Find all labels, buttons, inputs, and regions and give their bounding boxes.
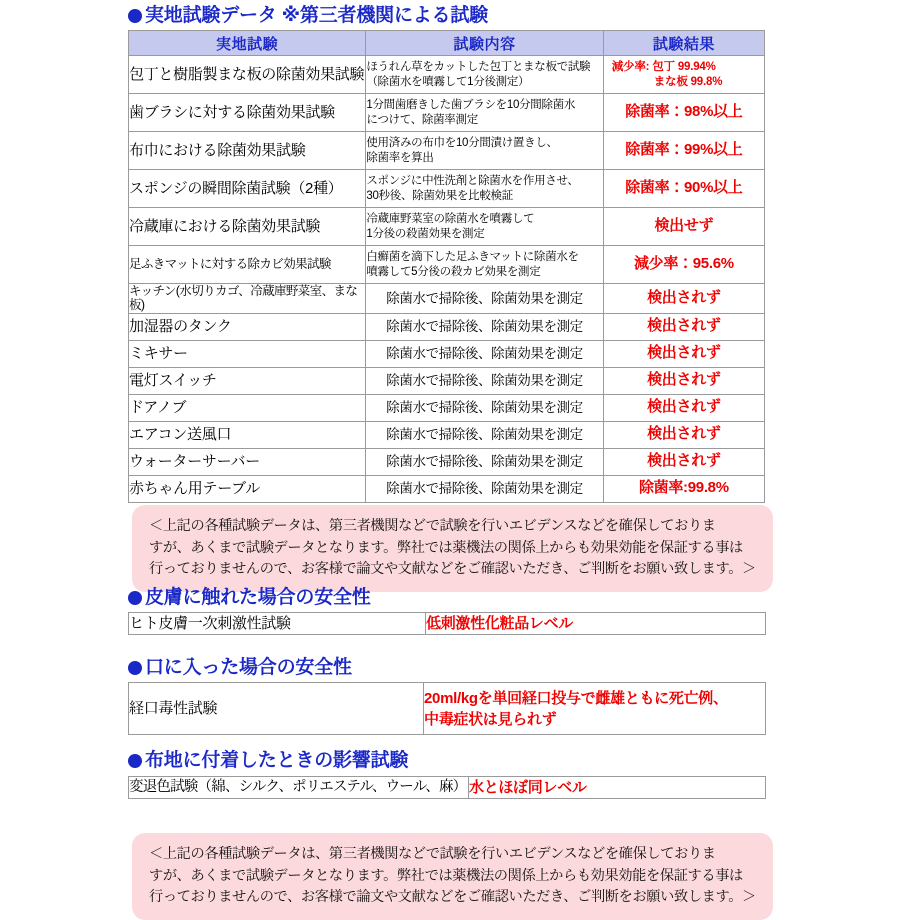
table-row: [129, 94, 765, 132]
cell-test-content-line2: 除菌率を算出: [366, 151, 434, 164]
table-row: [129, 246, 765, 284]
cell-test-content-line1: ほうれん草をカットした包丁とまな板で試験: [366, 60, 591, 73]
cell-skin-safety-value: 低刺激性化粧品レベル: [426, 613, 766, 635]
cell-test-name: ドアノブ: [129, 394, 366, 421]
cell-test-result: 減少率：95.6%: [603, 246, 764, 284]
bullet-dot-icon: [128, 9, 142, 23]
cell-test-content: 除菌水で掃除後、除菌効果を測定: [366, 313, 603, 340]
table-row: [129, 421, 765, 448]
cell-test-content-line2: （除菌水を噴霧して1分後測定）: [366, 75, 530, 88]
cell-test-name: 冷蔵庫における除菌効果試験: [129, 208, 366, 246]
cell-test-content-line2: 1分後の殺菌効果を測定: [366, 227, 485, 240]
disclaimer-line-3: 行っておりませんので、お客様で論文や文献などをご確認いただき、ご判断をお願い致します。＞: [149, 889, 756, 906]
cell-test-content-line2: につけて、除菌率測定: [366, 113, 478, 126]
table-row: [129, 132, 765, 170]
cell-skin-safety-label: ヒト皮膚一次刺激性試験: [129, 613, 426, 635]
cell-test-result: [603, 56, 764, 94]
disclaimer-line-1: ＜上記の各種試験データは、第三者機関などで試験を行いエビデンスなどを確保しておりま: [149, 518, 716, 534]
cell-test-content: 除菌水で掃除後、除菌効果を測定: [366, 448, 603, 475]
cell-test-result: 検出されず: [603, 340, 764, 367]
cell-test-content: [366, 208, 603, 246]
cell-test-result: 除菌率：99%以上: [603, 132, 764, 170]
section-heading-skin-safety: [128, 588, 371, 607]
bullet-dot-icon: [128, 754, 142, 768]
column-header-test-result: 試験結果: [603, 31, 764, 56]
table-header-row: [129, 31, 765, 56]
cell-test-content: [366, 94, 603, 132]
cell-test-content: 除菌水で掃除後、除菌効果を測定: [366, 340, 603, 367]
cell-oral-safety-value-line1: 20ml/kgを単回経口投与で雌雄ともに死亡例、: [424, 689, 728, 707]
section-heading-fabric-test: [128, 751, 408, 770]
cell-test-name: 布巾における除菌効果試験: [129, 132, 366, 170]
cell-test-result: 除菌率：98%以上: [603, 94, 764, 132]
cell-test-name: 包丁と樹脂製まな板の除菌効果試験: [129, 56, 366, 94]
table-row: [129, 208, 765, 246]
bullet-dot-icon: [128, 591, 142, 605]
cell-test-content-line2: 30秒後、除菌効果を比較検証: [366, 189, 513, 202]
oral-safety-table-wrap: [128, 682, 766, 735]
cell-test-name: スポンジの瞬間除菌試験（2種）: [129, 170, 366, 208]
disclaimer-line-1: ＜上記の各種試験データは、第三者機関などで試験を行いエビデンスなどを確保しておりま: [149, 846, 716, 862]
cell-test-content: 除菌水で掃除後、除菌効果を測定: [366, 475, 603, 502]
cell-test-name: 赤ちゃん用テーブル: [129, 475, 366, 502]
column-header-test-content: 試験内容: [366, 31, 603, 56]
cell-test-result: 検出されず: [603, 448, 764, 475]
fabric-test-table-wrap: [128, 776, 766, 799]
cell-test-content-line1: スポンジに中性洗剤と除菌水を作用させ、: [366, 174, 579, 187]
cell-test-content: [366, 170, 603, 208]
section-heading-oral-safety-label: 口に入った場合の安全性: [145, 657, 352, 678]
cell-oral-safety-value: [424, 683, 766, 735]
cell-test-name: エアコン送風口: [129, 421, 366, 448]
cell-oral-safety-value-line2: 中毒症状は見られず: [424, 710, 557, 728]
table-row: [129, 340, 765, 367]
cell-test-result: 検出されず: [603, 421, 764, 448]
fabric-test-table: [128, 776, 766, 799]
oral-safety-table: [128, 682, 766, 735]
cell-test-name: 加湿器のタンク: [129, 313, 366, 340]
field-test-table-wrap: [128, 30, 765, 503]
cell-test-content-line1: 使用済みの布巾を10分間漬け置きし、: [366, 136, 558, 149]
cell-test-content-line1: 白癬菌を滴下した足ふきマットに除菌水を: [366, 250, 579, 263]
cell-test-content: 除菌水で掃除後、除菌効果を測定: [366, 421, 603, 448]
disclaimer-line-3: 行っておりませんので、お客様で論文や文献などをご確認いただき、ご判断をお願い致します。＞: [149, 561, 756, 578]
table-row: [129, 313, 765, 340]
table-row: [129, 475, 765, 502]
cell-test-result: 検出されず: [603, 367, 764, 394]
cell-test-content-line1: 冷蔵庫野菜室の除菌水を噴霧して: [366, 212, 535, 225]
cell-fabric-test-label: 変退色試験（綿、シルク、ポリエステル、ウール、麻）: [129, 777, 469, 799]
section-heading-fabric-test-label: 布地に付着したときの影響試験: [145, 750, 409, 771]
cell-oral-safety-label: 経口毒性試験: [129, 683, 424, 735]
table-row: [129, 613, 766, 635]
disclaimer-line-2: すが、あくまで試験データとなります。弊社では薬機法の関係上からも効果効能を保証する事は: [149, 867, 743, 884]
table-row: [129, 170, 765, 208]
cell-test-content: [366, 56, 603, 94]
cell-test-result-line2: まな板 99.8%: [653, 75, 723, 88]
cell-test-content: 除菌水で掃除後、除菌効果を測定: [366, 367, 603, 394]
cell-test-result: 検出されず: [603, 394, 764, 421]
bullet-dot-icon: [128, 661, 142, 675]
cell-test-name: ウォーターサーバー: [129, 448, 366, 475]
table-row: [129, 448, 765, 475]
section-heading-field-test-label: 実地試験データ ※第三者機関による試験: [145, 5, 488, 26]
cell-test-content-line1: 1分間歯磨きした歯ブラシを10分間除菌水: [366, 98, 576, 111]
disclaimer-box-lower: [132, 833, 773, 920]
table-row: [129, 56, 765, 94]
cell-test-result: 検出されず: [603, 313, 764, 340]
cell-test-result-line1: 減少率: 包丁 99.94%: [611, 60, 716, 73]
column-header-test-name: 実地試験: [129, 31, 366, 56]
cell-test-result: 除菌率：90%以上: [603, 170, 764, 208]
disclaimer-line-2: すが、あくまで試験データとなります。弊社では薬機法の関係上からも効果効能を保証する事は: [149, 539, 743, 556]
cell-test-name: ミキサー: [129, 340, 366, 367]
cell-test-content-line2: 噴霧して5分後の殺カビ効果を測定: [366, 265, 541, 278]
cell-test-content: 除菌水で掃除後、除菌効果を測定: [366, 394, 603, 421]
cell-test-result: 除菌率:99.8%: [603, 475, 764, 502]
table-row: [129, 367, 765, 394]
section-heading-field-test: [128, 6, 488, 25]
disclaimer-box-upper: [132, 505, 773, 592]
cell-test-result: 検出せず: [603, 208, 764, 246]
table-row: [129, 683, 766, 735]
table-row: [129, 284, 765, 314]
cell-test-result: 検出されず: [603, 284, 764, 314]
cell-test-content: [366, 132, 603, 170]
cell-test-name: 電灯スイッチ: [129, 367, 366, 394]
table-row: [129, 394, 765, 421]
cell-test-name: キッチン(水切りカゴ、冷蔵庫野菜室、まな板): [129, 284, 366, 314]
cell-test-content: [366, 246, 603, 284]
field-test-table: [128, 30, 765, 503]
cell-test-name: 歯ブラシに対する除菌効果試験: [129, 94, 366, 132]
cell-fabric-test-value: 水とほぼ同レベル: [469, 777, 766, 799]
skin-safety-table-wrap: [128, 612, 766, 635]
cell-test-name: 足ふきマットに対する除カビ効果試験: [129, 246, 366, 284]
section-heading-skin-safety-label: 皮膚に触れた場合の安全性: [145, 587, 371, 608]
section-heading-oral-safety: [128, 658, 352, 677]
skin-safety-table: [128, 612, 766, 635]
cell-test-content: 除菌水で掃除後、除菌効果を測定: [366, 284, 603, 314]
table-row: [129, 777, 766, 799]
